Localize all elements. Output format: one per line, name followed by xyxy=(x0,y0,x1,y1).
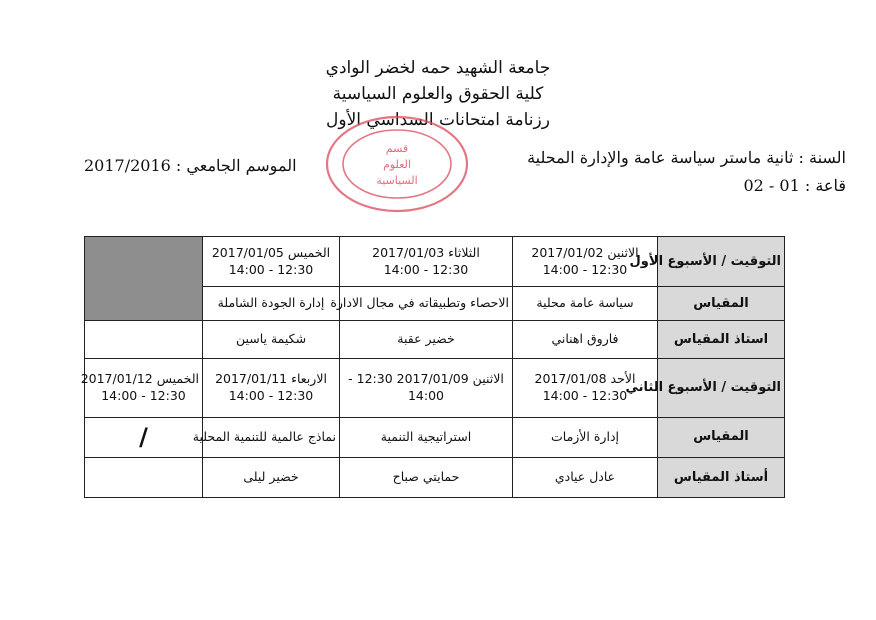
week2-subject-row xyxy=(85,417,785,457)
subject-cell: نماذج عالمية للتنمية المحلية xyxy=(203,417,340,457)
subject-label: المقياس xyxy=(658,287,785,321)
slot-time: 12:30 - 14:00 xyxy=(228,261,314,277)
week2-slot-2 xyxy=(340,359,513,417)
teacher-cell: حمايتي صباح xyxy=(340,457,513,497)
schedule-table xyxy=(80,236,785,498)
stamp-line-2: العلوم xyxy=(383,158,411,171)
teacher-label: استاذ المقياس xyxy=(658,321,785,359)
teacher-cell: فاروق اهناني xyxy=(513,321,658,359)
slot-day: الاربعاء 2017/01/11 xyxy=(215,371,327,387)
subject-label: المقياس xyxy=(658,417,785,457)
slot-day: الخميس 2017/01/05 xyxy=(211,244,331,260)
subject-cell: إدارة الأزمات xyxy=(513,417,658,457)
subject-cell: إدارة الجودة الشاملة xyxy=(203,287,340,321)
teacher-cell xyxy=(85,457,203,497)
slot-time: 12:30 - 14:00 xyxy=(228,388,314,404)
week2-teacher-row xyxy=(85,457,785,497)
slot-day: الخميس 2017/01/12 xyxy=(80,371,199,387)
slot-day: الاثنين 2017/01/09 12:30 - xyxy=(348,371,504,387)
subject-cell: الاحصاء وتطبيقاته في مجال الادارة xyxy=(340,287,513,321)
slot-time: 12:30 - 14:00 xyxy=(101,388,186,404)
stamp-line-1: قسم xyxy=(385,142,409,155)
teacher-cell: خضير عقبة xyxy=(340,321,513,359)
slot-time: 12:30 - 14:00 xyxy=(542,388,628,404)
hall-label: قاعة : 01 - 02 xyxy=(743,176,846,195)
slot-time: 12:30 - 14:00 xyxy=(542,261,628,277)
season-label: الموسم الجامعي : 2017/2016 xyxy=(84,156,297,175)
schedule-title: رزنامة امتحانات السداسي الأول xyxy=(326,110,550,130)
department-stamp xyxy=(322,112,472,216)
empty-shaded-cell xyxy=(85,237,203,321)
year-label: السنة : ثانية ماستر سياسة عامة والإدارة المحلية xyxy=(527,148,846,167)
slash-mark: / xyxy=(139,423,148,452)
slot-time: 12:30 - 14:00 xyxy=(383,261,469,277)
empty-cell xyxy=(85,321,203,359)
subject-cell: استراتيجية التنمية xyxy=(340,417,513,457)
slot-day: الأحد 2017/01/08 xyxy=(534,371,636,387)
stamp-line-3: السياسية xyxy=(376,174,418,187)
week1-time-row xyxy=(85,237,785,287)
subject-cell: سياسة عامة محلية xyxy=(513,287,658,321)
faculty-name: كلية الحقوق والعلوم السياسية xyxy=(332,84,544,104)
teacher-cell: خضير ليلى xyxy=(203,457,340,497)
week1-slot-2 xyxy=(340,237,513,287)
subject-cell-slash xyxy=(85,417,203,457)
week2-label: التوقيت / الأسبوع الثاني xyxy=(658,359,785,417)
week1-teacher-row xyxy=(85,321,785,359)
teacher-label: أستاذ المقياس xyxy=(658,457,785,497)
slot-day: الاثنين 2017/01/02 xyxy=(531,244,639,260)
week1-slot-3 xyxy=(203,237,340,287)
week1-label: التوقيت / الأسبوع الأول xyxy=(658,237,785,287)
slot-time: 14:00 xyxy=(407,388,445,404)
teacher-cell: عادل عيادي xyxy=(513,457,658,497)
teacher-cell: شكيمة ياسين xyxy=(203,321,340,359)
week2-time-row xyxy=(85,359,785,417)
university-name: جامعة الشهيد حمه لخضر الوادي xyxy=(325,58,551,78)
week2-slot-4 xyxy=(80,359,203,417)
slot-day: الثلاثاء 2017/01/03 xyxy=(372,244,480,260)
week2-slot-3 xyxy=(203,359,340,417)
